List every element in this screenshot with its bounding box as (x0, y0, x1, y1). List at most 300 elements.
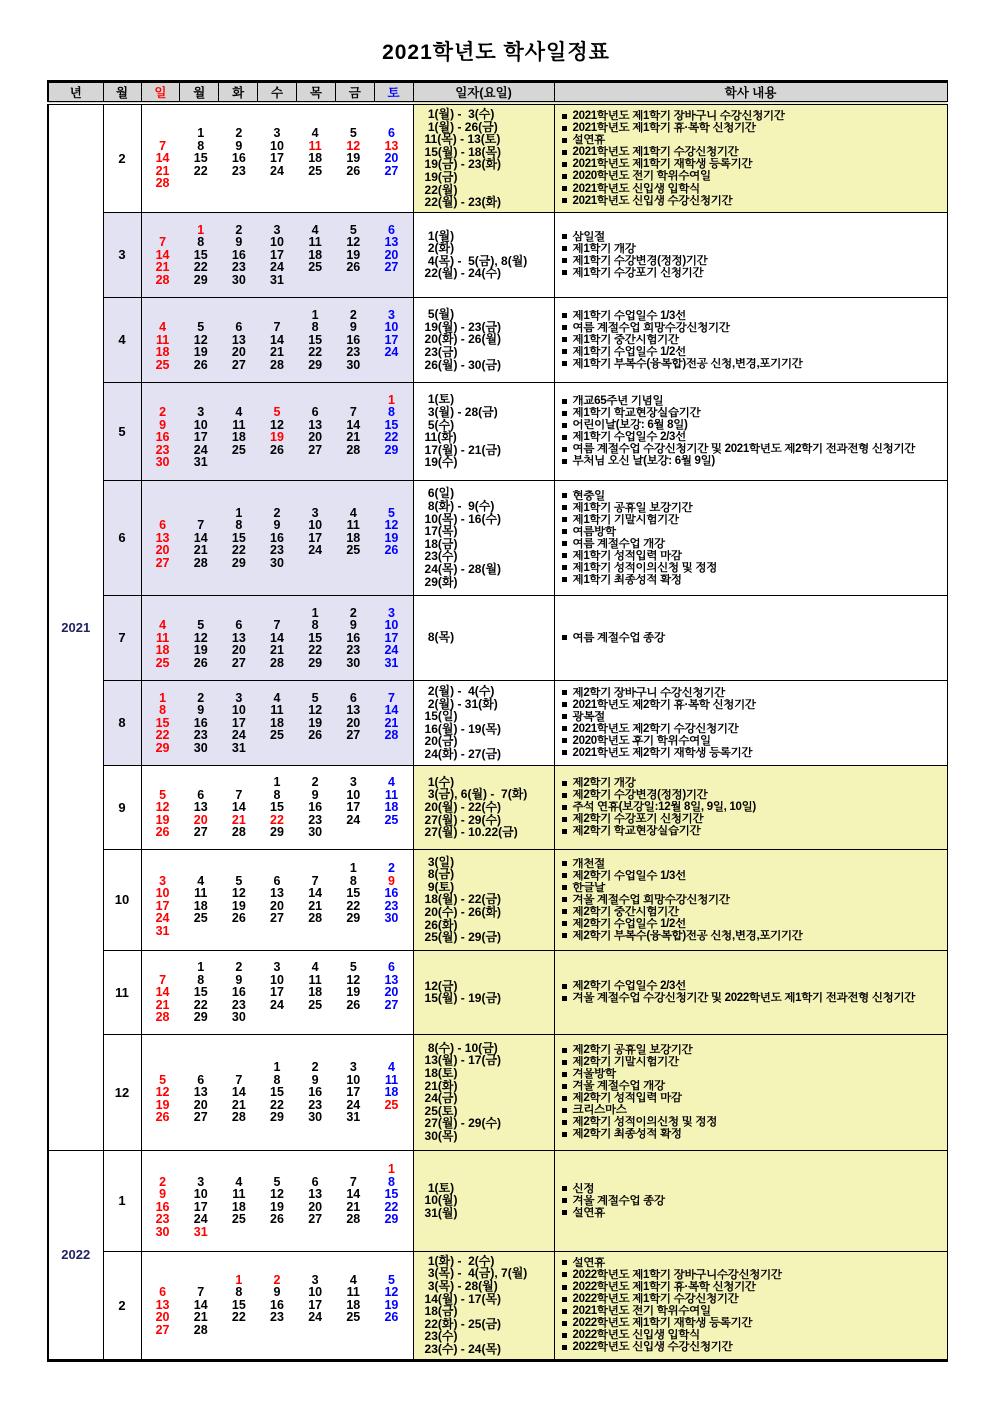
bullet-icon (562, 1072, 567, 1077)
bullet-icon (562, 138, 567, 143)
calendar-day: 9 (387, 873, 395, 888)
event-text: 제2학기 성적이의신청 및 정정 (572, 1116, 718, 1129)
calendar-day: 16 (193, 715, 208, 730)
date-line: 2(월) - 31(화) (424, 696, 498, 711)
calendar-day: 17 (193, 430, 208, 445)
date-line: 20(화) - 26(월) (424, 332, 502, 347)
calendar-day: 9 (197, 703, 205, 717)
calendar-day: 10 (270, 138, 284, 153)
bullet-icon (562, 162, 567, 167)
calendar-day: 16 (155, 1199, 170, 1214)
calendar-day: 23 (384, 898, 399, 913)
calendar-day: 7 (235, 787, 243, 802)
calendar-day: 17 (270, 985, 284, 999)
calendar-day: 8 (349, 873, 357, 888)
calendar-day: 3 (197, 405, 205, 420)
calendar-day: 25 (308, 163, 323, 178)
event-line (562, 1281, 945, 1293)
event-text: 2022학년도 신입생 수강신청기간 (572, 1341, 733, 1354)
date-list (414, 1039, 554, 1146)
date-range-cell (413, 1034, 554, 1150)
calendar-day: 5 (159, 1072, 167, 1087)
event-content-cell (554, 1150, 947, 1251)
calendar-day: 18 (155, 345, 170, 359)
bullet-icon (562, 246, 567, 251)
calendar-grid (142, 305, 413, 376)
calendar-day: 26 (270, 442, 284, 457)
date-line: 17(목) (424, 524, 458, 539)
calendar-day: 9 (349, 618, 357, 632)
calendar-day: 26 (155, 825, 170, 839)
calendar-day: 14 (155, 247, 170, 262)
event-line (562, 1195, 945, 1207)
event-line (562, 1044, 945, 1056)
event-line (562, 1293, 945, 1305)
col-header-month: 월 (103, 82, 141, 104)
event-text: 제1학기 성적이의신청 및 정정 (572, 561, 718, 574)
calendar-day: 30 (308, 825, 323, 839)
calendar-day: 24 (193, 442, 208, 457)
calendar-day: 17 (346, 800, 361, 814)
calendar-day: 15 (384, 417, 399, 432)
mini-calendar (141, 480, 413, 595)
bullet-icon (562, 399, 567, 404)
calendar-day: 3 (197, 1174, 205, 1189)
calendar-day: 4 (387, 775, 395, 789)
calendar-day: 29 (193, 1010, 208, 1024)
calendar-day: 3 (311, 1272, 319, 1287)
date-line: 20(수) - 26(화) (424, 905, 502, 920)
date-line: 10(월) (424, 1193, 458, 1208)
event-text: 2021학년도 신입생 입학식 (572, 182, 700, 195)
bullet-icon (562, 1186, 567, 1191)
bullet-icon (562, 1321, 567, 1326)
event-text: 제2학기 개강 (572, 777, 636, 790)
event-text: 설연휴 (572, 1206, 605, 1219)
calendar-day: 20 (231, 643, 246, 657)
calendar-day: 7 (197, 518, 205, 532)
calendar-day: 29 (308, 655, 323, 670)
calendar-day: 23 (346, 643, 361, 657)
calendar-day: 30 (193, 740, 208, 755)
calendar-day: 24 (308, 1310, 323, 1325)
date-line: 25(월) - 29(금) (424, 930, 502, 945)
calendar-day: 31 (193, 1224, 208, 1239)
calendar-day: 21 (155, 260, 170, 274)
calendar-day: 14 (346, 417, 361, 432)
event-text: 제2학기 수강변경(정정)기간 (572, 789, 708, 802)
event-line (562, 906, 945, 918)
calendar-day: 6 (159, 1285, 167, 1300)
bullet-icon (562, 258, 567, 263)
calendar-day: 15 (193, 247, 208, 262)
bullet-icon (562, 186, 567, 191)
calendar-grid (142, 390, 413, 473)
date-line: 13(월) - 17(금) (424, 1053, 502, 1068)
event-text: 2022학년도 신입생 입학식 (572, 1329, 700, 1342)
bullet-icon (562, 984, 567, 989)
event-text: 신정 (572, 1182, 595, 1195)
calendar-day: 22 (155, 728, 170, 742)
calendar-day: 21 (231, 812, 246, 827)
mini-calendar (141, 680, 413, 765)
calendar-day: 2 (197, 690, 205, 705)
event-line (562, 134, 945, 146)
event-line (562, 502, 945, 514)
calendar-day: 7 (311, 873, 319, 888)
calendar-day: 16 (308, 800, 323, 814)
calendar-day: 8 (387, 1174, 395, 1189)
event-list (555, 855, 947, 945)
mini-calendar (141, 1150, 413, 1251)
event-text: 겨울 계절수업 개강 (572, 1080, 665, 1093)
event-text: 여름방학 (572, 525, 616, 538)
calendar-day: 1 (387, 392, 395, 407)
calendar-day: 4 (387, 1060, 395, 1074)
calendar-day: 10 (384, 320, 399, 334)
col-header-thu: 목 (296, 82, 335, 104)
date-list (414, 227, 554, 283)
calendar-day: 4 (311, 126, 319, 141)
calendar-day: 9 (311, 1072, 319, 1087)
calendar-day: 4 (235, 405, 243, 420)
calendar-day: 7 (349, 1174, 357, 1189)
calendar-day: 9 (235, 235, 243, 249)
month-row-2021-10 (48, 849, 947, 950)
month-row-2021-2 (48, 103, 947, 212)
event-line (562, 310, 945, 322)
calendar-day: 10 (346, 1072, 361, 1087)
calendar-day: 5 (311, 690, 319, 705)
bullet-icon (562, 126, 567, 131)
calendar-day: 22 (231, 1310, 246, 1325)
calendar-day: 21 (308, 898, 323, 913)
calendar-day: 19 (270, 430, 284, 445)
calendar-day: 1 (311, 605, 319, 620)
month-number: 2 (103, 103, 141, 212)
calendar-day: 10 (346, 787, 361, 802)
event-text: 광복절 (572, 710, 605, 723)
date-line: 18(금) (424, 536, 458, 551)
date-range-cell (413, 595, 554, 680)
calendar-day: 10 (193, 417, 208, 432)
mini-calendar (141, 297, 413, 382)
calendar-grid (142, 957, 413, 1028)
date-line: 1(토) (424, 1180, 455, 1195)
calendar-day: 22 (346, 898, 361, 913)
calendar-day: 20 (270, 898, 284, 913)
calendar-day: 5 (387, 1272, 395, 1287)
date-line: 17(월) - 21(금) (424, 442, 502, 457)
event-line (562, 407, 945, 419)
event-content-cell (554, 382, 947, 480)
event-line (562, 490, 945, 502)
calendar-day: 13 (308, 417, 323, 432)
calendar-day: 4 (311, 222, 319, 237)
calendar-day: 15 (231, 1297, 246, 1312)
calendar-day: 18 (308, 247, 323, 262)
event-list (555, 629, 947, 647)
calendar-day: 20 (193, 1097, 208, 1112)
bullet-icon (562, 150, 567, 155)
calendar-day: 8 (159, 703, 167, 717)
calendar-day: 17 (384, 332, 399, 347)
calendar-day: 7 (273, 320, 281, 334)
calendar-day: 12 (384, 1285, 399, 1300)
calendar-grid (142, 123, 413, 194)
event-text: 어린이날(보강: 6월 8일) (572, 419, 688, 432)
event-text: 제2학기 수업일수 2/3선 (572, 980, 686, 993)
calendar-day: 13 (384, 138, 399, 153)
calendar-day: 15 (270, 800, 284, 814)
bullet-icon (562, 174, 567, 179)
calendar-grid (142, 220, 413, 291)
calendar-day: 30 (346, 357, 361, 372)
calendar-day: 30 (155, 1224, 170, 1239)
calendar-day: 4 (311, 960, 319, 974)
date-line: 19(금) (424, 169, 458, 184)
event-text: 2022학년도 제1학기 재학생 등록기간 (572, 1317, 753, 1330)
calendar-day: 26 (346, 163, 361, 178)
calendar-day: 18 (270, 715, 284, 730)
calendar-day: 16 (231, 985, 246, 999)
bullet-icon (562, 897, 567, 902)
calendar-day: 29 (346, 911, 361, 926)
calendar-day: 11 (155, 630, 170, 645)
calendar-day: 2 (235, 126, 243, 141)
event-line (562, 170, 945, 182)
month-row-2021-7 (48, 595, 947, 680)
calendar-day: 19 (155, 1097, 170, 1112)
calendar-day: 28 (270, 655, 284, 670)
calendar-day: 22 (193, 997, 208, 1012)
calendar-day: 13 (155, 530, 170, 545)
date-range-cell (413, 950, 554, 1034)
calendar-day: 22 (231, 543, 246, 557)
calendar-day: 18 (308, 151, 323, 166)
event-text: 겨울 계절수업 수강신청기간 및 2022학년도 제1학기 전과전형 신청기간 (572, 992, 916, 1005)
date-line: 1(수) (424, 774, 455, 789)
mini-calendar (141, 950, 413, 1034)
bullet-icon (562, 577, 567, 582)
event-list (555, 392, 947, 470)
calendar-day: 3 (311, 505, 319, 520)
calendar-day: 26 (346, 260, 361, 274)
event-text: 겨울방학 (572, 1068, 616, 1081)
calendar-day: 28 (346, 1212, 361, 1227)
calendar-day: 4 (235, 1174, 243, 1189)
calendar-day: 13 (308, 1187, 323, 1202)
bullet-icon (562, 270, 567, 275)
calendar-day: 8 (197, 972, 205, 987)
mini-calendar (141, 1034, 413, 1150)
bullet-icon (562, 1309, 567, 1314)
calendar-day: 1 (311, 307, 319, 322)
calendar-day: 31 (193, 455, 208, 470)
calendar-day: 5 (197, 320, 205, 334)
calendar-day: 25 (384, 1097, 399, 1112)
event-line (562, 1305, 945, 1317)
bullet-icon (562, 1060, 567, 1065)
bullet-icon (562, 714, 567, 719)
calendar-day: 21 (155, 163, 170, 178)
event-line (562, 243, 945, 255)
event-content-cell (554, 1034, 947, 1150)
calendar-day: 25 (155, 357, 170, 372)
calendar-grid (142, 1159, 413, 1242)
event-text: 크리스마스 (572, 1104, 627, 1117)
calendar-day: 28 (193, 555, 208, 570)
calendar-day: 12 (346, 235, 361, 249)
bullet-icon (562, 1333, 567, 1338)
calendar-day: 20 (193, 812, 208, 827)
bullet-icon (562, 829, 567, 834)
calendar-day: 2 (311, 1060, 319, 1074)
date-line: 9(토) (424, 879, 455, 894)
event-text: 2022학년도 제1학기 장바구니수강신청기간 (572, 1268, 782, 1281)
bullet-icon (562, 553, 567, 558)
event-text: 설연휴 (572, 134, 605, 147)
month-number: 1 (103, 1150, 141, 1251)
calendar-day: 5 (197, 618, 205, 632)
month-number: 4 (103, 297, 141, 382)
event-content-cell (554, 765, 947, 849)
month-number: 7 (103, 595, 141, 680)
date-line: 3(목) - 4(금), 7(월) (424, 1266, 528, 1281)
date-line: 24(목) - 28(월) (424, 561, 502, 576)
date-range-cell (413, 765, 554, 849)
bullet-icon (562, 349, 567, 354)
calendar-day: 1 (197, 960, 205, 974)
calendar-day: 12 (384, 518, 399, 532)
calendar-day: 17 (155, 898, 170, 913)
calendar-day: 23 (231, 163, 246, 178)
event-line (562, 455, 945, 467)
event-content-cell (554, 480, 947, 595)
date-line: 29(화) (424, 574, 458, 589)
month-number: 10 (103, 849, 141, 950)
calendar-day: 30 (155, 455, 170, 470)
bullet-icon (562, 423, 567, 428)
bullet-icon (562, 234, 567, 239)
date-line: 30(목) (424, 1129, 458, 1144)
event-text: 제2학기 기말시험기간 (572, 1056, 679, 1069)
calendar-day: 4 (197, 873, 205, 888)
calendar-day: 11 (155, 332, 170, 347)
date-line: 5(월) (424, 307, 455, 322)
calendar-day: 2 (159, 405, 167, 420)
date-line: 8(수) - 10(금) (424, 1040, 498, 1055)
calendar-day: 14 (193, 1297, 208, 1312)
event-line (562, 231, 945, 243)
bullet-icon (562, 361, 567, 366)
calendar-day: 10 (308, 518, 323, 532)
event-line (562, 870, 945, 882)
calendar-day: 27 (346, 728, 361, 742)
calendar-day: 10 (270, 972, 284, 987)
calendar-day: 12 (346, 138, 361, 153)
event-line (562, 1092, 945, 1104)
date-line: 26(월) - 30(금) (424, 357, 502, 372)
calendar-day: 23 (308, 1097, 323, 1112)
event-line (562, 801, 945, 813)
date-line: 2(월) - 4(수) (424, 683, 495, 698)
event-line (562, 918, 945, 930)
date-line: 20(금) (424, 734, 458, 749)
calendar-day: 15 (231, 530, 246, 545)
date-line: 14(월) - 17(목) (424, 1291, 502, 1306)
event-line (562, 992, 945, 1004)
calendar-day: 17 (346, 1085, 361, 1099)
event-line (562, 158, 945, 170)
calendar-day: 26 (155, 1110, 170, 1124)
calendar-day: 6 (311, 1174, 319, 1189)
event-text: 추석 연휴(보강일:12월 8일, 9일, 10일) (572, 801, 756, 814)
bullet-icon (562, 447, 567, 452)
col-header-tue: 화 (219, 82, 258, 104)
bullet-icon (562, 690, 567, 695)
calendar-day: 1 (273, 775, 281, 789)
calendar-day: 27 (231, 357, 246, 372)
date-line: 22(화) - 25(금) (424, 1316, 502, 1331)
event-line (562, 1068, 945, 1080)
calendar-day: 16 (346, 630, 361, 645)
calendar-day: 12 (155, 1085, 170, 1099)
event-text: 2021학년도 제2학기 재학생 등록기간 (572, 746, 753, 759)
event-text: 제2학기 중간시험기간 (572, 905, 679, 918)
calendar-day: 3 (273, 222, 281, 237)
event-content-cell (554, 950, 947, 1034)
calendar-day: 30 (231, 1010, 246, 1024)
event-line (562, 255, 945, 267)
calendar-day: 3 (273, 960, 281, 974)
calendar-day: 21 (231, 1097, 246, 1112)
calendar-day: 6 (235, 618, 243, 632)
event-text: 여름 계절수업 수강신청기간 및 2021학년도 제2학기 전과전형 신청기간 (572, 443, 916, 456)
calendar-grid (142, 1057, 413, 1128)
calendar-grid (142, 858, 413, 941)
event-line (562, 110, 945, 122)
date-line: 18(금) (424, 1304, 458, 1319)
bullet-icon (562, 435, 567, 440)
bullet-icon (562, 565, 567, 570)
calendar-day: 3 (159, 873, 167, 888)
event-line (562, 1104, 945, 1116)
calendar-day: 14 (270, 332, 284, 347)
event-line (562, 146, 945, 158)
calendar-day: 14 (270, 630, 284, 645)
calendar-day: 15 (193, 151, 208, 166)
calendar-day: 18 (231, 1199, 246, 1214)
calendar-day: 8 (235, 1285, 243, 1300)
event-text: 2021학년도 제1학기 수강신청기간 (572, 146, 739, 159)
event-text: 제1학기 기말시험기간 (572, 513, 679, 526)
date-line: 3(일) (424, 854, 455, 869)
calendar-day: 24 (384, 345, 399, 359)
date-range-cell (413, 1251, 554, 1360)
calendar-day: 23 (346, 345, 361, 359)
event-line (562, 419, 945, 431)
event-text: 제2학기 수강포기 신청기간 (572, 813, 704, 826)
event-content-cell (554, 595, 947, 680)
date-line: 22(월) - 23(화) (424, 195, 502, 210)
event-content-cell (554, 849, 947, 950)
bullet-icon (562, 909, 567, 914)
col-header-content: 학사 내용 (554, 82, 947, 104)
date-line: 19(월) - 23(금) (424, 319, 502, 334)
calendar-day: 11 (346, 1285, 360, 1300)
calendar-day: 28 (231, 1110, 246, 1124)
